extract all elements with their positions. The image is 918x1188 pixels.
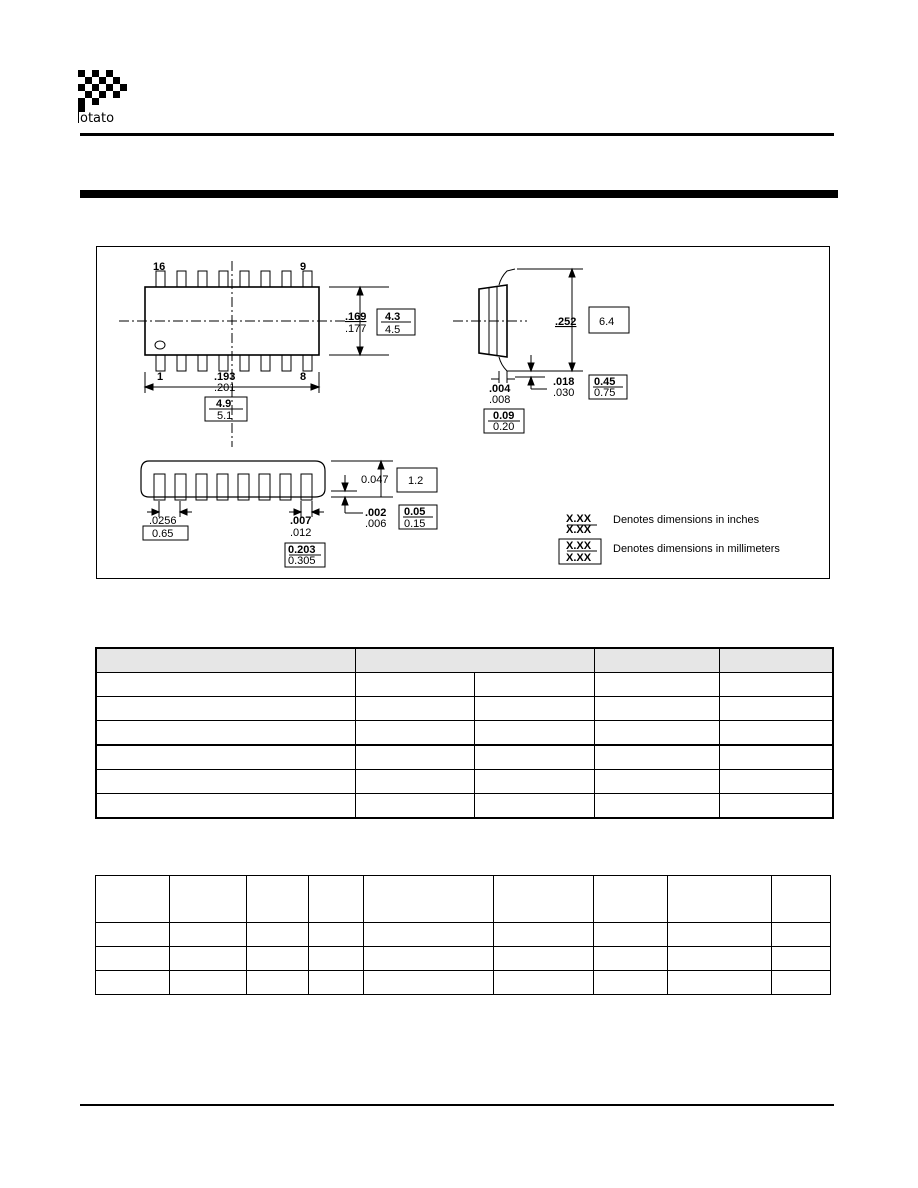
lead-thk-max-mm: 0.20 [493,421,515,433]
body-width-max-mm: 4.5 [385,324,401,336]
foot-max-in: .030 [553,387,575,399]
front-height-mm: 1.2 [408,475,424,487]
pin-16-label: 16 [153,261,166,273]
footer-rule [80,1104,834,1106]
table-row [96,971,831,995]
foot-min-in: .018 [553,376,575,388]
pitch-in: .0256 [149,515,177,527]
table-header-row [96,876,831,923]
legend-mm-text: Denotes dimensions in millimeters [613,543,780,555]
legend-inches-text: Denotes dimensions in inches [613,514,760,526]
body-width-max-in: .177 [345,323,367,335]
logo-wordmark: otato [80,111,115,126]
side-height-mm: 6.4 [599,316,615,328]
legend-inch-symbol-top: X.XX [566,513,592,525]
front-height-in: 0.047 [361,474,389,486]
lead-w-min-mm: 0.203 [288,544,316,556]
pitch-mm: 0.65 [152,528,174,540]
table-row [96,721,833,746]
standoff-min-mm: 0.05 [404,506,426,518]
standoff-max-in: .006 [365,518,387,530]
body-width-min-in: .169 [345,311,367,323]
lead-w-min-in: .007 [290,515,312,527]
legend-mm-symbol-top: X.XX [566,540,592,552]
length-max-mm: 5.1 [217,410,233,422]
lead-thk-min-mm: 0.09 [493,410,515,422]
length-max-in: .201 [214,382,236,394]
standoff-max-mm: 0.15 [404,518,426,530]
legend-inch-symbol-bottom: X.XX [566,524,592,536]
header-rule [80,133,834,136]
length-min-in: .193 [214,371,236,383]
body-width-min-mm: 4.3 [385,311,401,323]
table-row [96,697,833,721]
lead-w-max-mm: 0.305 [288,555,316,567]
legend-mm-symbol-bottom: X.XX [566,552,592,564]
table-row [96,745,833,770]
pin-9-label: 9 [300,261,307,273]
lead-thk-max-in: .008 [489,394,511,406]
pin-8-label: 8 [300,371,307,383]
table-row [96,794,833,819]
table-row [96,673,833,697]
pin-1-label: 1 [157,371,164,383]
side-height-in: .252 [555,316,577,328]
section-rule [80,190,838,198]
lead-w-max-in: .012 [290,527,312,539]
lead-thk-min-in: .004 [489,383,511,395]
table-row [96,947,831,971]
foot-max-mm: 0.75 [594,387,616,399]
company-logo [78,70,138,128]
foot-min-mm: 0.45 [594,376,616,388]
table-header-row [96,648,833,673]
table-row [96,770,833,794]
logo-checker-mark [78,70,130,112]
length-min-mm: 4.9 [216,398,232,410]
ordering-table [95,875,831,995]
table-row [96,923,831,947]
package-diagram [97,247,831,580]
standoff-min-in: .002 [365,507,387,519]
package-outline-drawing [96,246,830,579]
dimension-table [95,647,834,819]
